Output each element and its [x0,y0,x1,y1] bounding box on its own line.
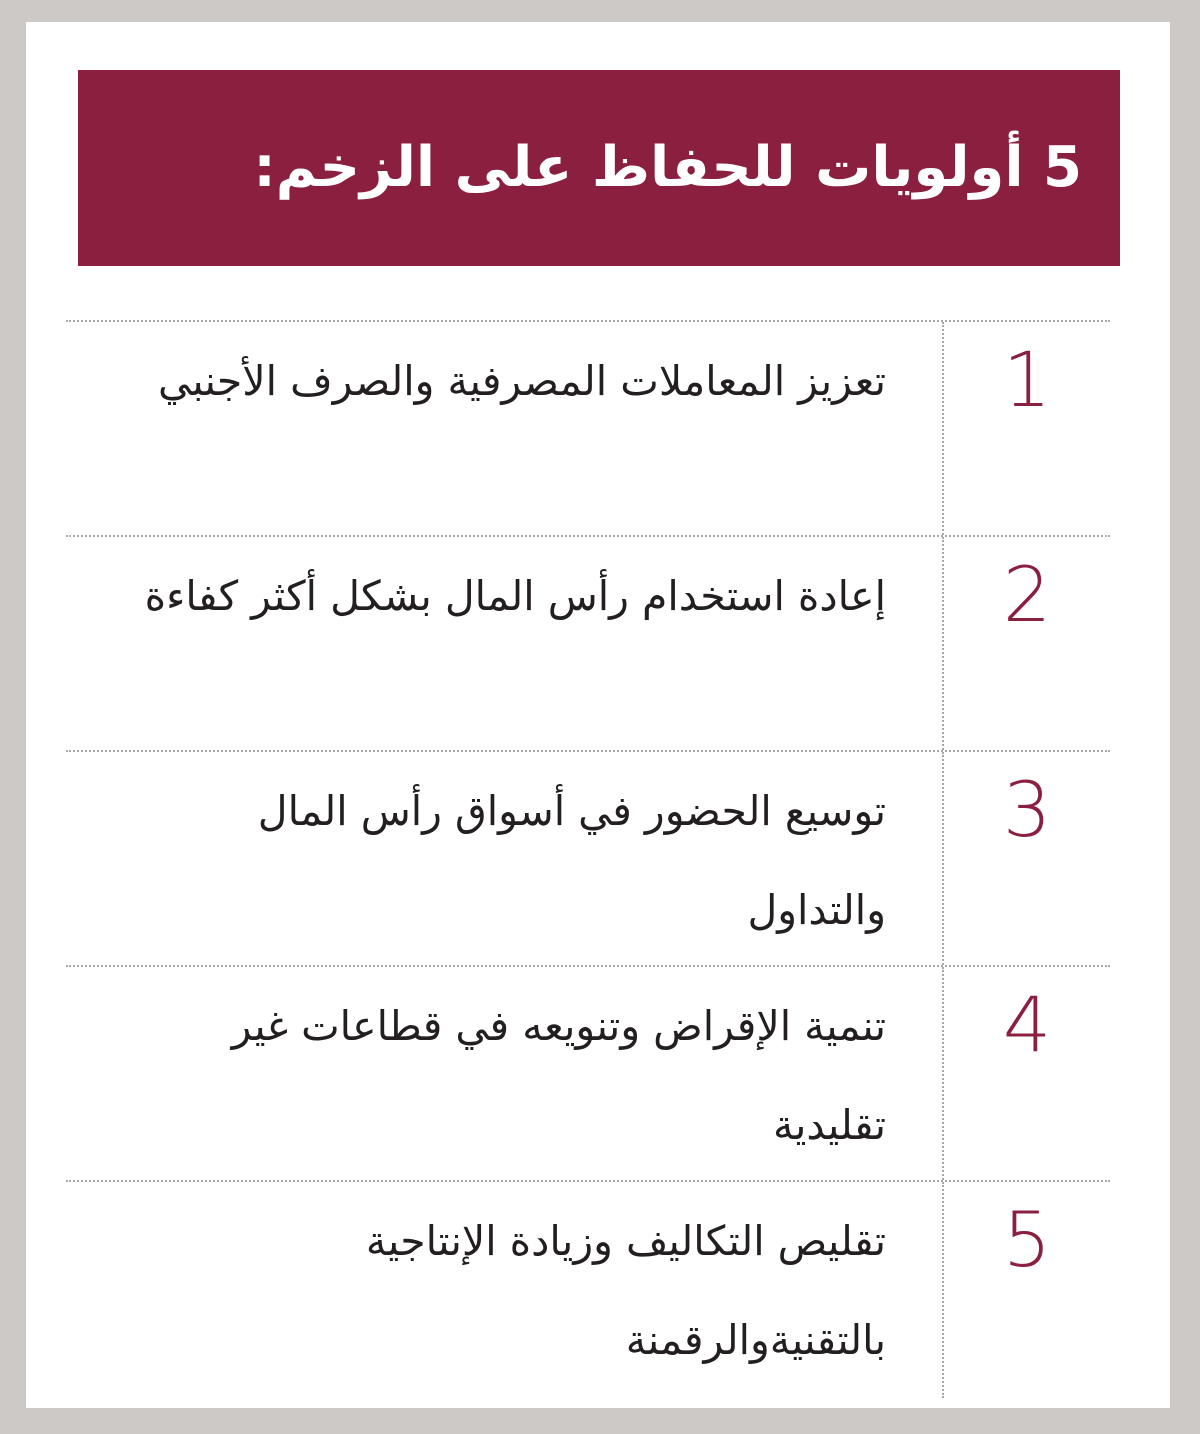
priority-text: إعادة استخدام رأس المال بشكل أكثر كفاءة [144,572,886,620]
infographic-card [26,22,1170,1408]
priority-number: 3 [1002,765,1052,854]
list-item [66,965,1110,1180]
priority-number: 5 [1002,1195,1052,1284]
list-item [66,535,1110,750]
list-item [66,320,1110,535]
priority-number: 1 [1002,335,1052,424]
priority-number-cell [942,1182,1110,1398]
priority-text: تعزيز المعاملات المصرفية والصرف الأجنبي [158,357,886,405]
priority-text: توسيع الحضور في أسواق رأس المال والتداول [257,787,886,934]
list-item [66,750,1110,965]
priority-number-cell [942,752,1110,965]
priority-text: تقليص التكاليف وزيادة الإنتاجية بالتقنيةوالرقمنة [365,1217,886,1364]
list-item [66,1180,1110,1398]
priorities-list [66,320,1110,1398]
priority-number: 4 [1002,980,1052,1069]
priority-number-cell [942,537,1110,750]
priority-number: 2 [1002,550,1052,639]
title-banner [78,70,1120,266]
priority-text: تنمية الإقراض وتنويعه في قطاعات غير تقليدية [231,1002,886,1149]
priority-number-cell [942,322,1110,535]
page-title: 5 أولويات للحفاظ على الزخم: [253,135,1082,200]
priority-number-cell [942,967,1110,1180]
